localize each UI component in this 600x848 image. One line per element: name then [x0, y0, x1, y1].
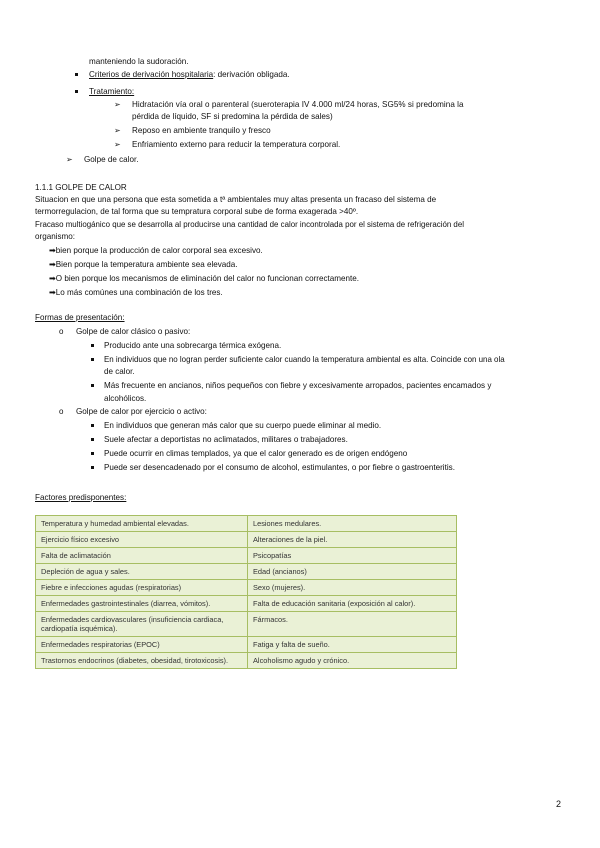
clasico-item: Más frecuente en ancianos, niños pequeños con fiebre y excesivamente arropados, pacientes encamados y [104, 381, 492, 390]
arrow-bullet-icon: ➢ [66, 155, 73, 164]
bullet-square [91, 344, 94, 347]
formas-title: Formas de presentación: [35, 313, 125, 322]
table-row [36, 564, 457, 580]
tratamiento-item: Enfriamiento externo para reducir la temperatura corporal. [132, 140, 341, 149]
factor-cell: Enfermedades gastrointestinales (diarrea, vómitos). [36, 596, 248, 612]
factor-cell: Fiebre e infecciones agudas (respiratorias) [36, 580, 248, 596]
factor-cell: Sexo (mujeres). [248, 580, 457, 596]
arrow-bullet-icon: ➢ [114, 100, 121, 109]
tratamiento-item: pérdida de líquido, SF si predomina la pérdida de sales) [132, 112, 333, 121]
bullet-square [75, 73, 78, 76]
factores-title: Factores predisponentes: [35, 493, 127, 502]
table-row [36, 532, 457, 548]
intro-line: termorregulacion, de tal forma que su tempratura corporal sube de forma exagerada >40º. [35, 207, 359, 216]
bullet-square [91, 424, 94, 427]
intro-line: Situacion en que una persona que esta sometida a tª ambientales muy altas presenta un fracaso del sistema de [35, 195, 437, 204]
bullet-square [91, 438, 94, 441]
ejercicio-title: Golpe de calor por ejercicio o activo: [76, 407, 207, 416]
factor-cell: Alteraciones de la piel. [248, 532, 457, 548]
tratamiento-item: Reposo en ambiente tranquilo y fresco [132, 126, 271, 135]
factores-table [35, 515, 457, 669]
factor-cell: Depleción de agua y sales. [36, 564, 248, 580]
tratamiento-label: Tratamiento: [89, 87, 135, 96]
ejercicio-item: En individuos que generan más calor que su cuerpo puede eliminar al medio. [104, 421, 382, 430]
factor-cell: Enfermedades cardiovasculares (insuficiencia cardiaca, cardiopatía isquémica). [36, 612, 248, 637]
factor-cell: Edad (ancianos) [248, 564, 457, 580]
continuation-line: manteniendo la sudoración. [89, 57, 189, 66]
factor-cell: Ejercicio físico excesivo [36, 532, 248, 548]
factor-cell: Lesiones medulares. [248, 516, 457, 532]
table-row [36, 637, 457, 653]
bullet-square [91, 358, 94, 361]
arrow-bullet-icon: ➢ [114, 126, 121, 135]
factor-cell: Trastornos endocrinos (diabetes, obesidad, tirotoxicosis). [36, 653, 248, 669]
clasico-item: En individuos que no logran perder suficiente calor cuando la temperatura ambiental es alta. Coincide con una ola [104, 355, 505, 364]
golpe-de-calor-item: Golpe de calor. [84, 155, 139, 164]
bullet-square [75, 90, 78, 93]
ring-bullet-icon: o [59, 407, 64, 416]
clasico-title: Golpe de calor clásico o pasivo: [76, 327, 191, 336]
cause-line: ➡Bien porque la temperatura ambiente sea elevada. [49, 260, 238, 269]
table-row [36, 612, 457, 637]
criterios-label: Criterios de derivación hospitalaria [89, 70, 214, 79]
factor-cell: Falta de aclimatación [36, 548, 248, 564]
factor-cell: Temperatura y humedad ambiental elevadas. [36, 516, 248, 532]
tratamiento-item: Hidratación vía oral o parenteral (sueroterapia IV 4.000 ml/24 horas, SG5% si predomina la [132, 100, 464, 109]
table-row [36, 653, 457, 669]
factor-cell: Falta de educación sanitaria (exposición al calor). [248, 596, 457, 612]
table-row [36, 596, 457, 612]
factor-cell: Psicopatías [248, 548, 457, 564]
cause-line: ➡Lo más comúnes una combinación de los tres. [49, 288, 223, 297]
factor-cell: Fatiga y falta de sueño. [248, 637, 457, 653]
factor-cell: Enfermedades respiratorias (EPOC) [36, 637, 248, 653]
criterios-line [89, 69, 290, 80]
ejercicio-item: Puede ser desencadenado por el consumo de alcohol, estimulantes, o por fiebre o gastroenteritis. [104, 463, 455, 472]
criterios-value: : derivación obligada. [213, 70, 290, 79]
ejercicio-item: Puede ocurrir en climas templados, ya que el calor generado es de origen endógeno [104, 449, 408, 458]
clasico-item: de calor. [104, 367, 135, 376]
page-number: 2 [556, 799, 562, 809]
bullet-square [91, 466, 94, 469]
cause-line: ➡bien porque la producción de calor corporal sea excesivo. [49, 246, 263, 255]
bullet-square [91, 452, 94, 455]
table-row [36, 580, 457, 596]
intro-line: organismo: [35, 232, 76, 241]
intro-line: Fracaso multiogánico que se desarrolla al producirse una cantidad de calor incontrolada por el sistema de refrigeración del [35, 220, 464, 229]
ejercicio-item: Suele afectar a deportistas no aclimatados, militares o trabajadores. [104, 435, 348, 444]
arrow-bullet-icon: ➢ [114, 140, 121, 149]
factor-cell: Alcoholismo agudo y crónico. [248, 653, 457, 669]
cause-line: ➡O bien porque los mecanismos de eliminación del calor no funcionan correctamente. [49, 274, 360, 283]
bullet-square [91, 384, 94, 387]
ring-bullet-icon: o [59, 327, 64, 336]
clasico-item: Producido ante una sobrecarga térmica exógena. [104, 341, 282, 350]
factor-cell: Fármacos. [248, 612, 457, 637]
table-row [36, 516, 457, 532]
table-row [36, 548, 457, 564]
clasico-item: alcohólicos. [104, 394, 147, 403]
section-heading: 1.1.1 GOLPE DE CALOR [35, 183, 127, 192]
